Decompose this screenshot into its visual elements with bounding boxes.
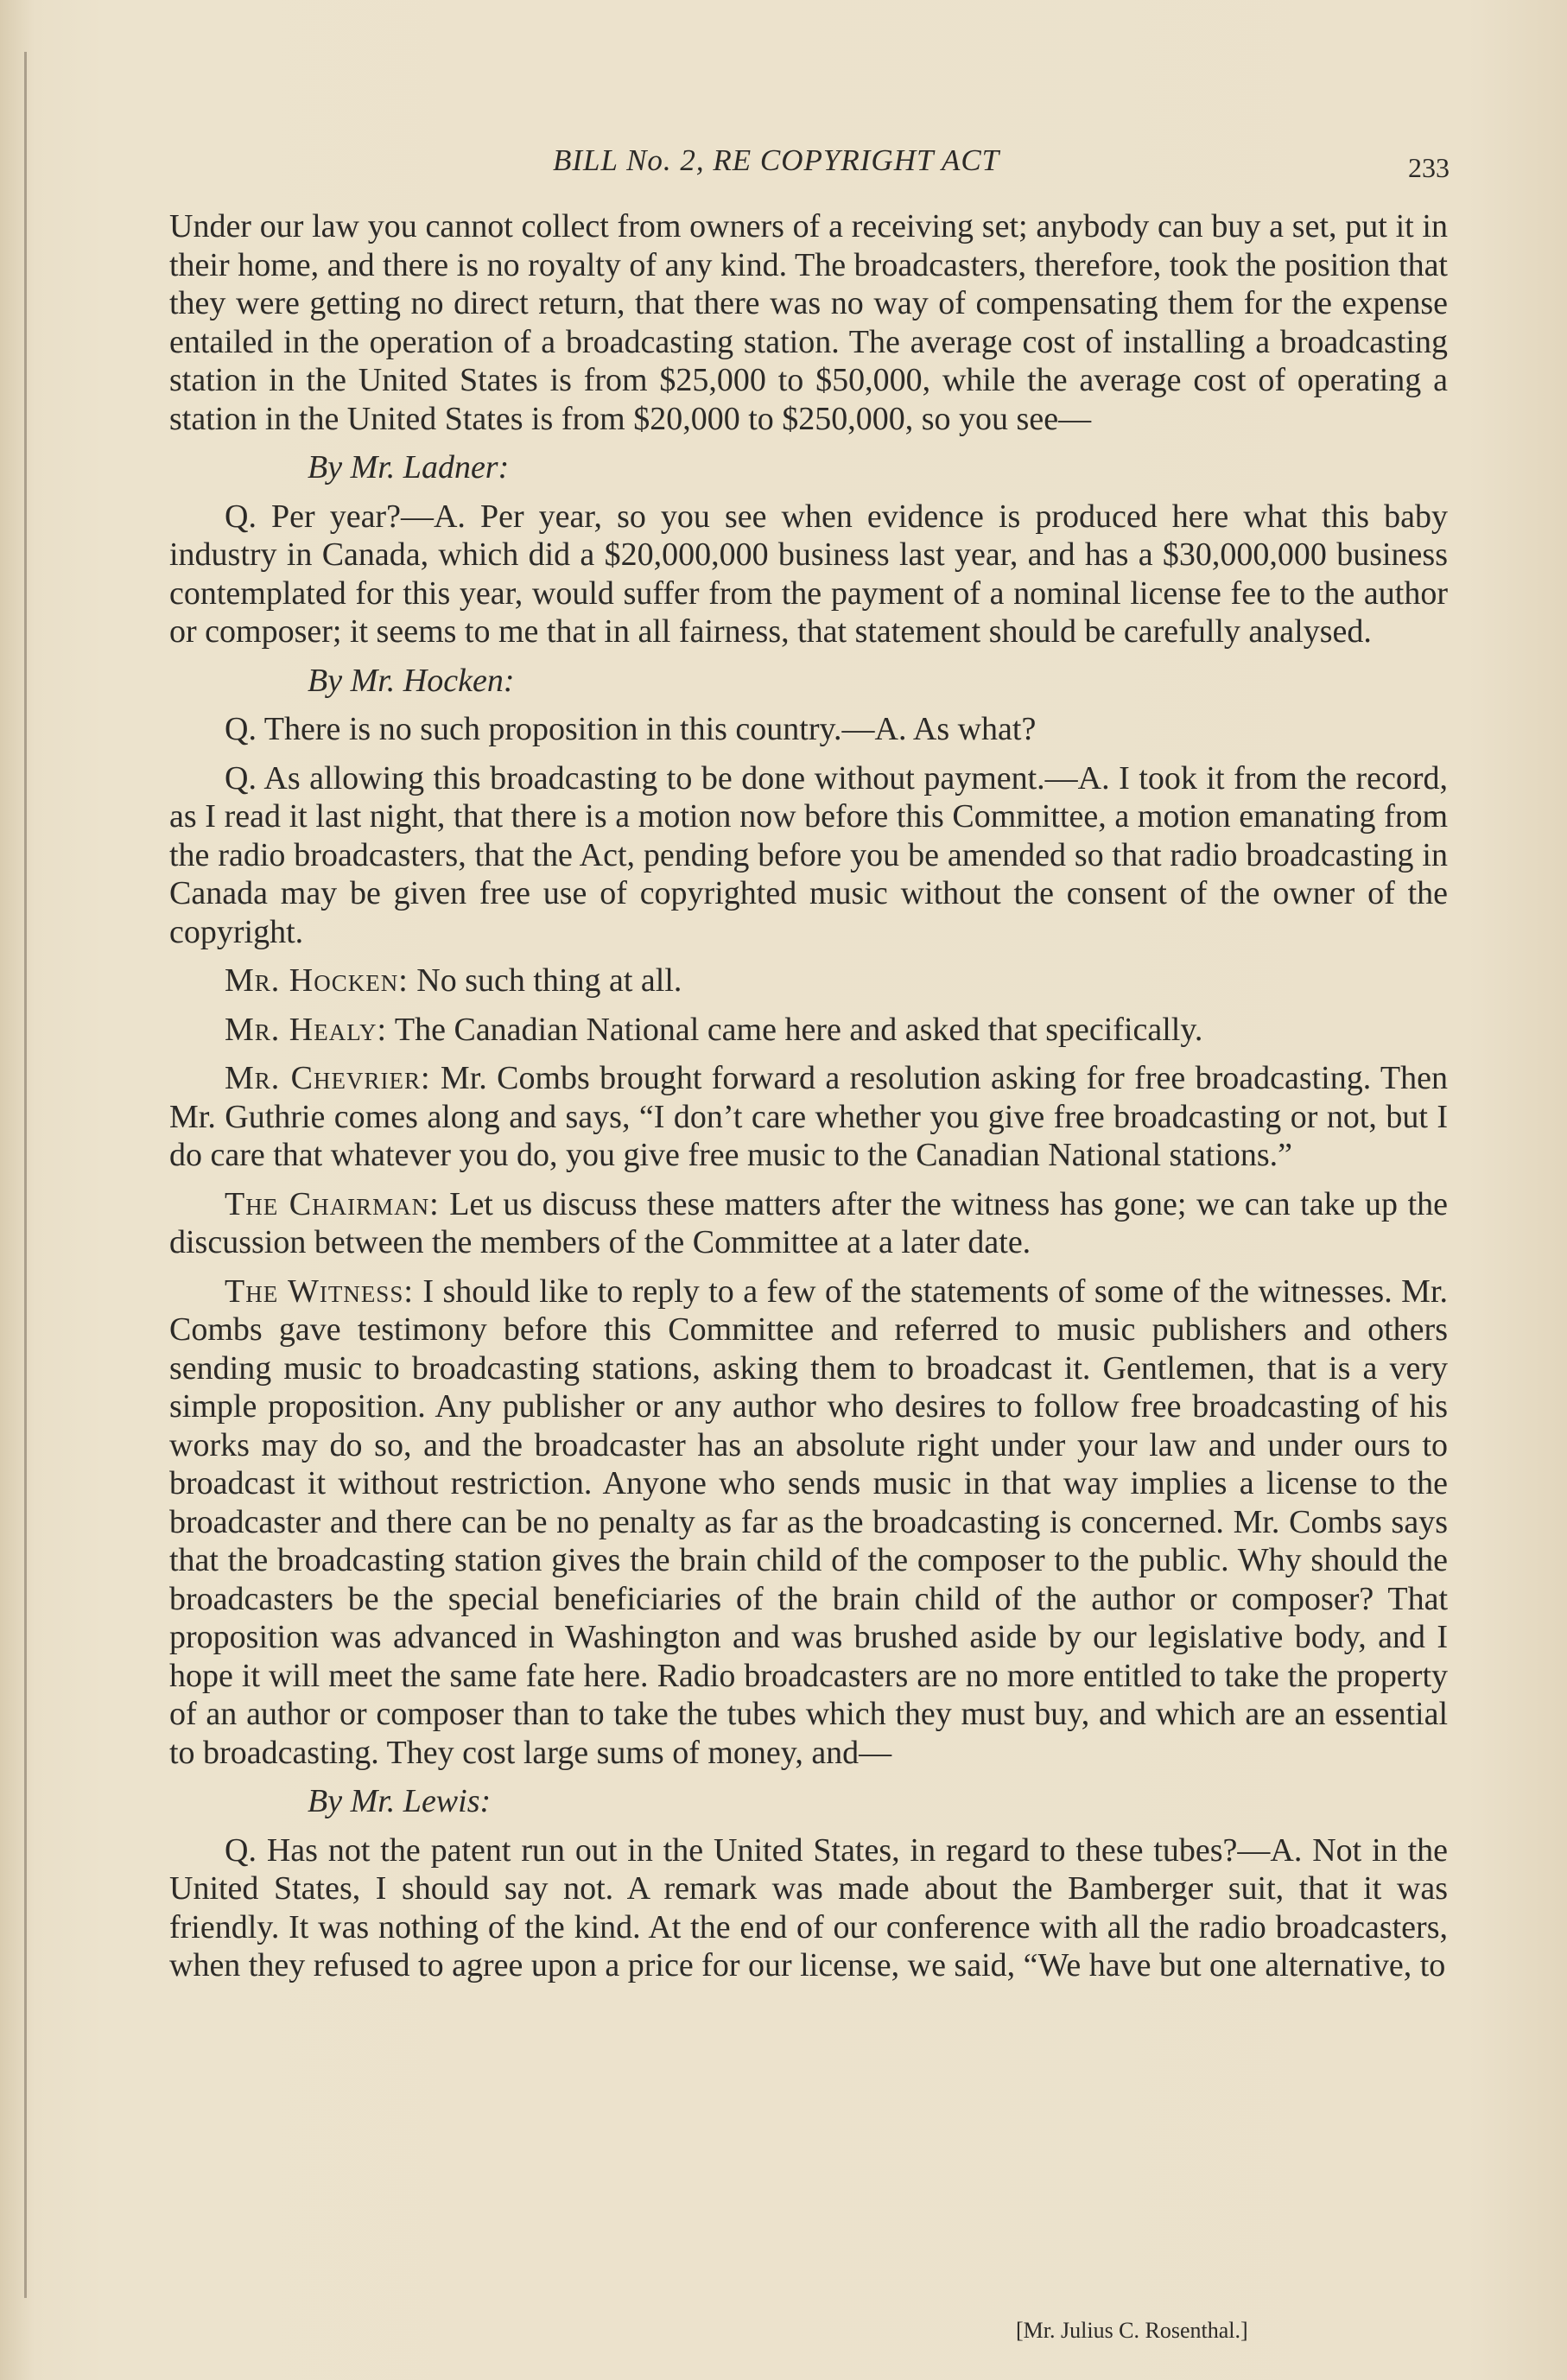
paragraph-chevrier-remark [169,1059,1448,1175]
remark-text: No such thing at all. [408,962,682,999]
page-binding-edge [24,52,27,2298]
paragraph-lewis-q: Q. Has not the patent run out in the United States, in regard to these tubes?—A. Not in the United States, I should say not. A remark was made about the Bamberger suit, that it was friendly. It was nothing of the kind. At the end of our conference with all the radio broadcasters, when they refused to agree upon a price for our license, we said, “We have but one alternative, to [169,1831,1448,1983]
body-text [169,207,1448,1996]
byline-lewis: By Mr. Lewis: [308,1783,492,1819]
paragraph-intro: Under our law you cannot collect from owners of a receiving set; anybody can buy a set, put it in their home, and there is no royalty of any kind. The broadcasters, therefore, took the position that they were getting no direct return, that there was no way of compensating them for the expense entailed in the operation of a broadcasting station. The average cost of installing a broadcasting station in the United States is from $25,000 to $50,000, while the average cost of operating a station in the United States is from $20,000 to $250,000, so you see— [169,208,1448,437]
remark-text: The Canadian National came here and asked that specifically. [387,1011,1203,1048]
speaker-credit: [Mr. Julius C. Rosenthal.] [1016,2318,1248,2343]
paragraph-hocken-q1: Q. There is no such proposition in this country.—A. As what? [225,711,1037,747]
paragraph-witness-remark [169,1273,1448,1773]
remark-text: I should like to reply to a few of the statements of some of the witnesses. Mr. Combs gave testimony before this Committee and referred to music publishers and others sending music to broadcasting stations, asking them to broadcast it. Gentlemen, that is a very simple proposition. Any publisher or any author who desires to follow free broadcasting of his works may do so, and the broadcaster has an absolute right under your law and under ours to broadcast it without restriction. Anyone who sends music in that way implies a license to the broadcaster and there can be no penalty as far as the broadcasting is concerned. Mr. Combs says that the broadcasting station gives the brain child of the composer to the public. Why should the broadcasters be the special beneficiaries of the brain child of the author or composer? That proposition was advanced in Washington and was brushed aside by our legislative body, and I hope it will meet the same fate here. Radio broadcasters are no more entitled to take the property of an author or composer than to take the tubes which they must buy, and which are an essential to broadcasting. They cost large sums of money, and— [169,1273,1448,1771]
paragraph-hocken-q2: Q. As allowing this broadcasting to be done without payment.—A. I took it from the record, as I read it last night, that there is a motion now before this Committee, a motion emanating from the radio broadcasters, that the Act, pending before you be amended so that radio broadcasting in Canada may be given free use of copyrighted music without the consent of the owner of the copyright. [169,759,1448,950]
speaker-healy: Mr. Healy: [225,1011,388,1048]
running-head: BILL No. 2, RE COPYRIGHT ACT [553,143,1000,177]
speaker-witness: The Witness: [225,1273,414,1310]
speaker-chevrier: Mr. Chevrier: [225,1060,431,1096]
paragraph-healy-remark [169,1011,1448,1050]
remark-text: Let us discuss these matters after the witness has gone; we can take up the discussion between the members of the Committee at a later date. [169,1185,1448,1260]
page-number: 233 [1408,152,1450,183]
paragraph-chairman-remark [169,1185,1448,1262]
speaker-chairman: The Chairman: [225,1185,440,1222]
speaker-hocken: Mr. Hocken: [225,962,409,999]
remark-text: Mr. Combs brought forward a resolution asking for free broadcasting. Then Mr. Guthrie comes along and says, “I don’t care whether you give free broadcasting or not, but I do care that whatever you do, you give free music to the Canadian National stations.” [169,1060,1448,1173]
paragraph-ladner-q: Q. Per year?—A. Per year, so you see when evidence is produced here what this baby industry in Canada, which did a $20,000,000 business last year, and has a $30,000,000 business contemplated for this year, would suffer from the payment of a nominal license fee to the author or composer; it seems to me that in all fairness, that statement should be carefully analysed. [169,498,1448,650]
byline-hocken: By Mr. Hocken: [308,662,515,699]
paragraph-hocken-remark [169,962,1448,1000]
byline-ladner: By Mr. Ladner: [308,449,510,486]
